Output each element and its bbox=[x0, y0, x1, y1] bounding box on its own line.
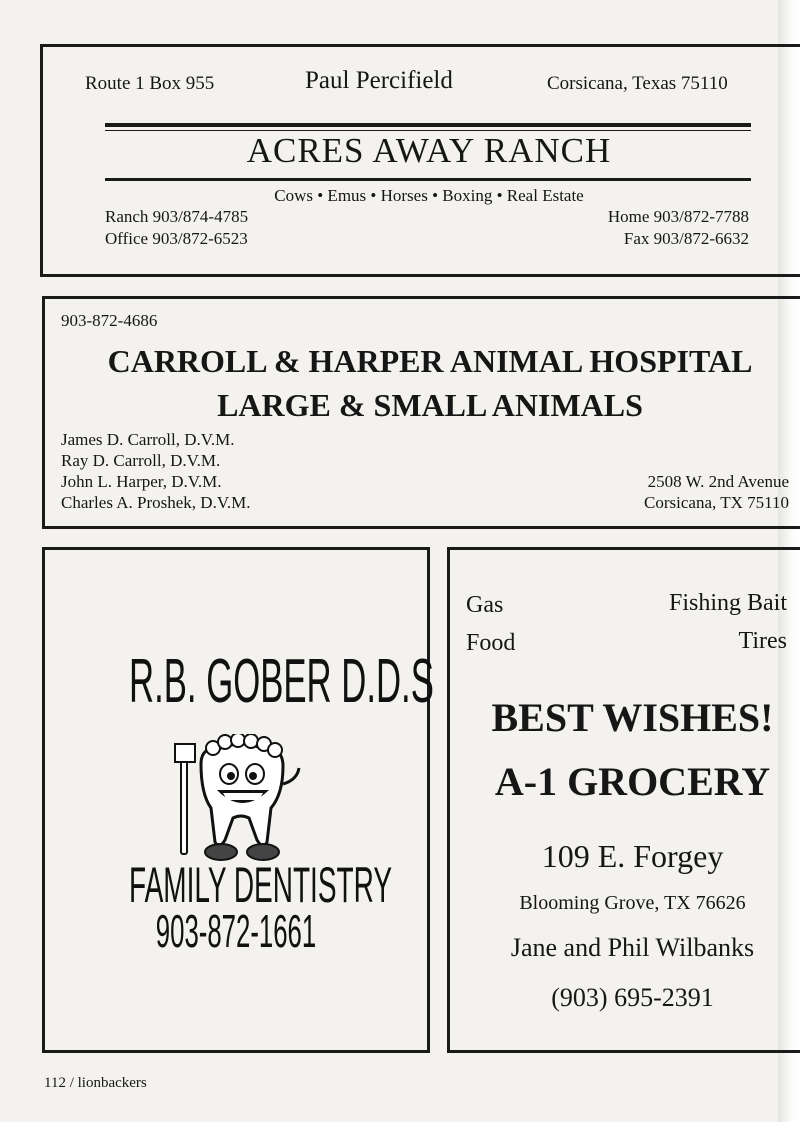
ranch-address: Route 1 Box 955 bbox=[85, 73, 215, 94]
vet-name: Charles A. Proshek, D.V.M. bbox=[61, 493, 251, 512]
grocery-item-food: Food bbox=[466, 630, 516, 656]
ranch-city: Corsicana, Texas 75110 bbox=[547, 73, 728, 94]
grocery-ad bbox=[447, 547, 800, 1053]
dentist-practice: FAMILY DENTISTRY bbox=[129, 857, 392, 913]
office-phone: Office 903/872-6523 bbox=[105, 229, 248, 248]
grocery-name: A-1 GROCERY bbox=[494, 759, 771, 804]
grocery-owners: Jane and Phil Wilbanks bbox=[510, 933, 755, 962]
vet-name: James D. Carroll, D.V.M. bbox=[61, 430, 235, 449]
ranch-services: Cows • Emus • Horses • Boxing • Real Estate bbox=[274, 186, 584, 205]
hospital-street: 2508 W. 2nd Avenue bbox=[647, 472, 789, 491]
smiling-tooth-icon bbox=[171, 734, 311, 864]
dentist-name: R.B. GOBER D.D.S bbox=[129, 647, 434, 716]
ranch-title: ACRES AWAY RANCH bbox=[246, 131, 612, 170]
dentist-ad bbox=[42, 547, 434, 1053]
dentist-phone: 903-872-1661 bbox=[155, 905, 317, 957]
vet-name: Ray D. Carroll, D.V.M. bbox=[61, 451, 221, 470]
top-rule bbox=[105, 123, 751, 127]
hospital-subtitle: LARGE & SMALL ANIMALS bbox=[217, 387, 643, 423]
grocery-city: Blooming Grove, TX 76626 bbox=[519, 892, 746, 914]
ranch-owner: Paul Percifield bbox=[305, 67, 453, 94]
grocery-item-tires: Tires bbox=[738, 628, 787, 654]
vet-name: John L. Harper, D.V.M. bbox=[61, 472, 222, 491]
grocery-greeting: BEST WISHES! bbox=[491, 695, 774, 740]
bottom-rule bbox=[105, 178, 751, 181]
ranch-ad bbox=[40, 44, 800, 277]
hospital-title: CARROLL & HARPER ANIMAL HOSPITAL bbox=[107, 343, 753, 379]
home-phone: Home 903/872-7788 bbox=[607, 207, 749, 226]
ranch-phone: Ranch 903/874-4785 bbox=[105, 207, 249, 226]
animal-hospital-ad bbox=[42, 296, 800, 529]
page-footer: 112 / lionbackers bbox=[44, 1075, 147, 1091]
grocery-street: 109 E. Forgey bbox=[541, 838, 724, 874]
grocery-item-gas: Gas bbox=[466, 592, 504, 618]
hospital-city: Corsicana, TX 75110 bbox=[644, 493, 789, 512]
hospital-phone: 903-872-4686 bbox=[61, 311, 158, 330]
fax-number: Fax 903/872-6632 bbox=[623, 229, 749, 248]
grocery-phone: (903) 695-2391 bbox=[551, 983, 714, 1012]
grocery-item-bait: Fishing Bait bbox=[668, 590, 787, 616]
